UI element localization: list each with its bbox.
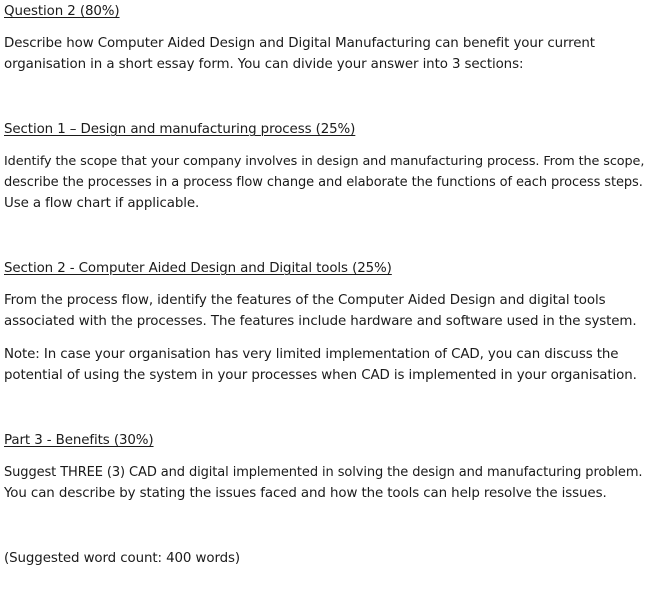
intro-line-1: Describe how Computer Aided Design and Digital Manufacturing can benefit your current bbox=[4, 36, 595, 51]
section2-heading: Section 2 - Computer Aided Design and Digital tools (25%) bbox=[4, 261, 392, 276]
section1-line-2: describe the processes in a process flow change and elaborate the functions of each process steps. bbox=[4, 175, 643, 190]
section1-heading: Section 1 – Design and manufacturing process (25%) bbox=[4, 122, 356, 137]
section1-line-1: Identify the scope that your company involves in design and manufacturing process. From the scope, bbox=[4, 154, 645, 169]
word-count-note: (Suggested word count: 400 words) bbox=[4, 551, 241, 566]
intro-line-2: organisation in a short essay form. You can divide your answer into 3 sections: bbox=[4, 57, 524, 72]
note-line-2: potential of using the system in your processes when CAD is implemented in your organisation. bbox=[4, 368, 637, 383]
part3-line-2: You can describe by stating the issues faced and how the tools can help resolve the issues. bbox=[4, 486, 607, 501]
section2-line-1: From the process flow, identify the features of the Computer Aided Design and digital tools bbox=[4, 293, 606, 308]
part3-heading: Part 3 - Benefits (30%) bbox=[4, 433, 154, 448]
section2-line-2: associated with the processes. The features include hardware and software used in the system. bbox=[4, 314, 637, 329]
question-title: Question 2 (80%) bbox=[4, 4, 120, 19]
part3-line-1: Suggest THREE (3) CAD and digital implemented in solving the design and manufacturing problem. bbox=[4, 465, 643, 480]
section1-line-3: Use a flow chart if applicable. bbox=[4, 196, 200, 211]
note-line-1: Note: In case your organisation has very limited implementation of CAD, you can discuss the bbox=[4, 347, 619, 362]
